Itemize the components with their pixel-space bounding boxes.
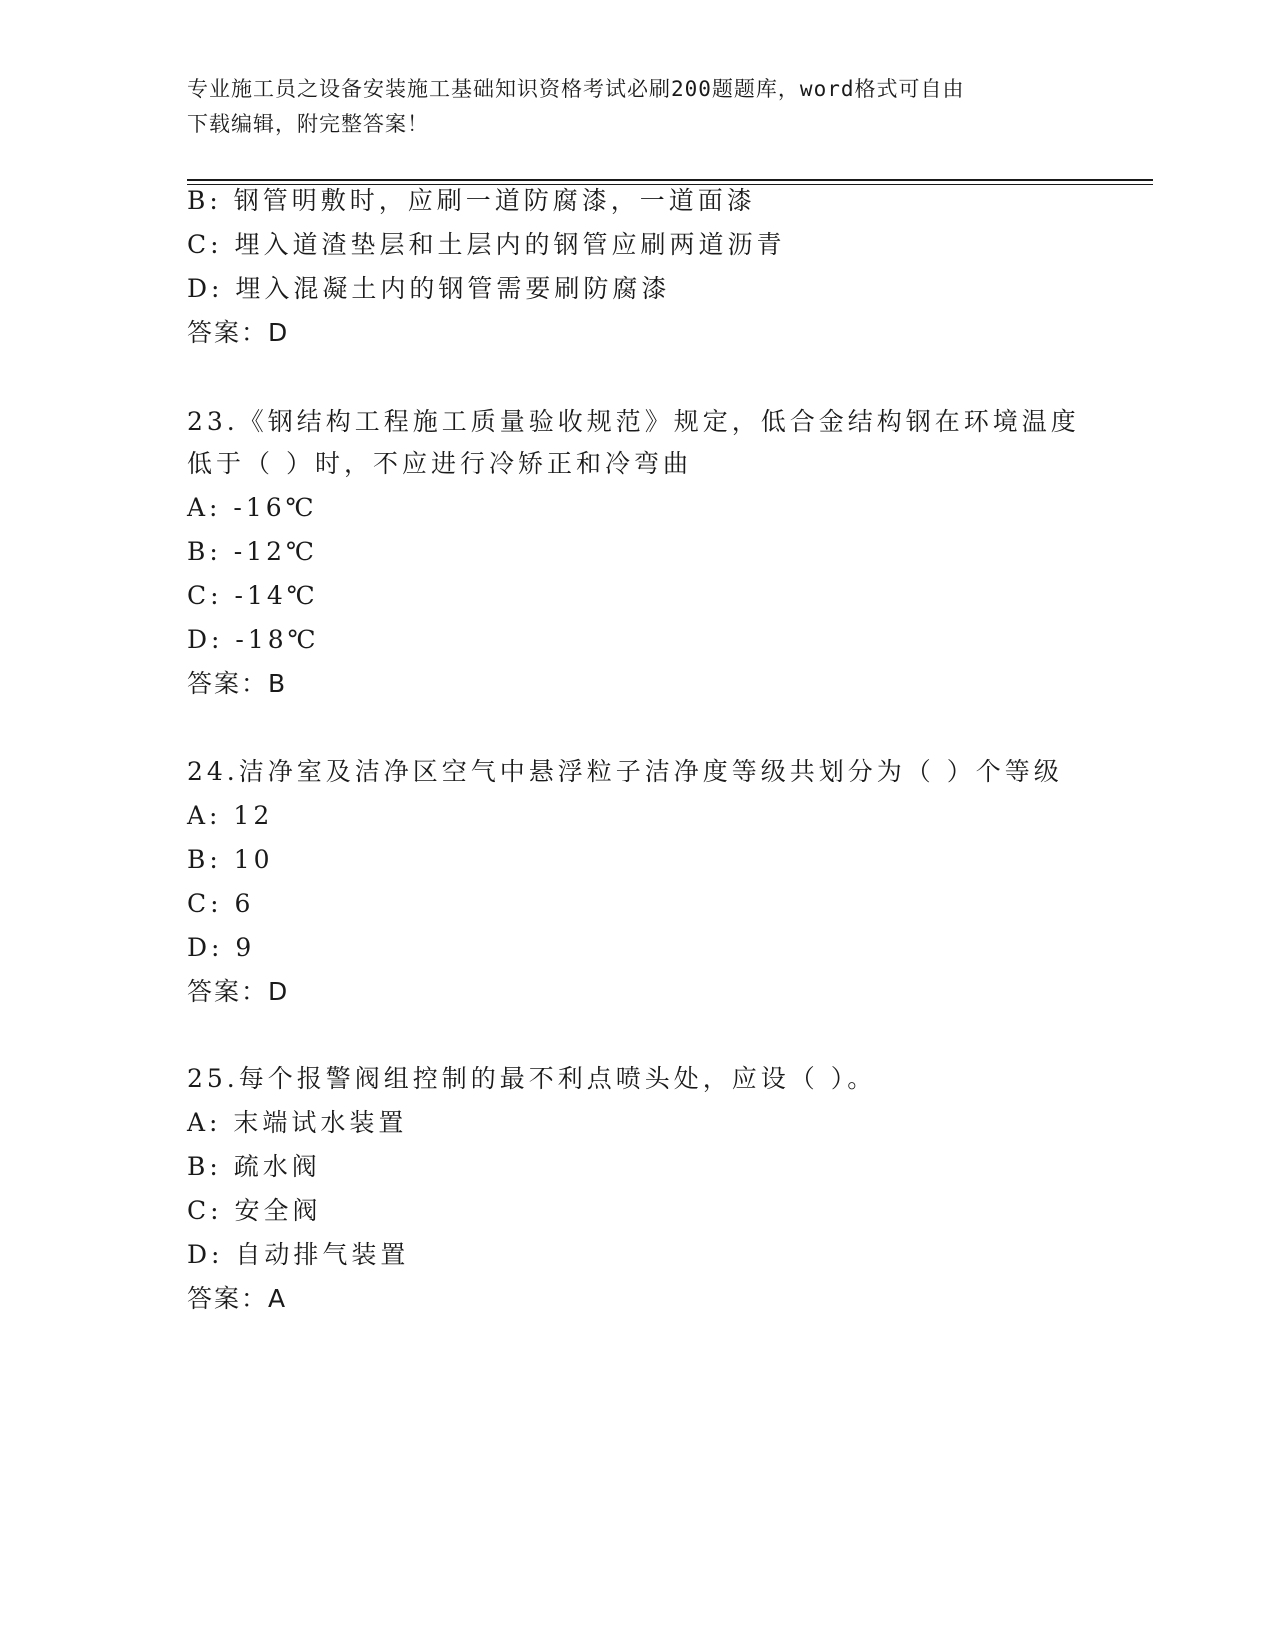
q23-option-a: A: -16℃ (187, 493, 318, 522)
q23-answer: 答案：B (187, 669, 288, 698)
q22-option-d: D: 埋入混凝土内的钢管需要刷防腐漆 (187, 274, 671, 303)
q24-stem: 24.洁净室及洁净区空气中悬浮粒子洁净度等级共划分为（ ）个等级 (187, 757, 1063, 786)
q23-option-b: B: -12℃ (187, 537, 318, 566)
q25-answer: 答案：A (187, 1284, 288, 1313)
q24-answer: 答案：D (187, 977, 290, 1006)
q22-answer: 答案：D (187, 318, 290, 347)
q24-option-c: C: 6 (187, 889, 255, 918)
q25-option-b: B: 疏水阀 (187, 1152, 321, 1181)
q24-option-a: A: 12 (187, 801, 274, 830)
q23-option-c: C: -14℃ (187, 581, 319, 610)
q22-option-c: C: 埋入道渣垫层和土层内的钢管应刷两道沥青 (187, 230, 786, 259)
header-divider-thick (187, 179, 1153, 181)
header-line-1: 专业施工员之设备安装施工基础知识资格考试必刷200题题库，word格式可自由 (187, 77, 965, 101)
q25-stem: 25.每个报警阀组控制的最不利点喷头处，应设（ ）。 (187, 1064, 877, 1093)
q23-option-d: D: -18℃ (187, 625, 320, 654)
q25-option-c: C: 安全阀 (187, 1196, 322, 1225)
q22-option-b: B: 钢管明敷时，应刷一道防腐漆，一道面漆 (187, 186, 756, 215)
q25-option-a: A: 末端试水装置 (187, 1108, 408, 1137)
q24-option-b: B: 10 (187, 845, 274, 874)
header-line-2: 下载编辑，附完整答案！ (187, 112, 429, 136)
q24-option-d: D: 9 (187, 933, 256, 962)
q25-option-d: D: 自动排气装置 (187, 1240, 410, 1269)
document-header (187, 72, 1087, 142)
q23-stem-line-2: 低于（ ）时，不应进行冷矫正和冷弯曲 (187, 449, 692, 478)
q23-stem-line-1: 23.《钢结构工程施工质量验收规范》规定，低合金结构钢在环境温度 (187, 407, 1080, 436)
